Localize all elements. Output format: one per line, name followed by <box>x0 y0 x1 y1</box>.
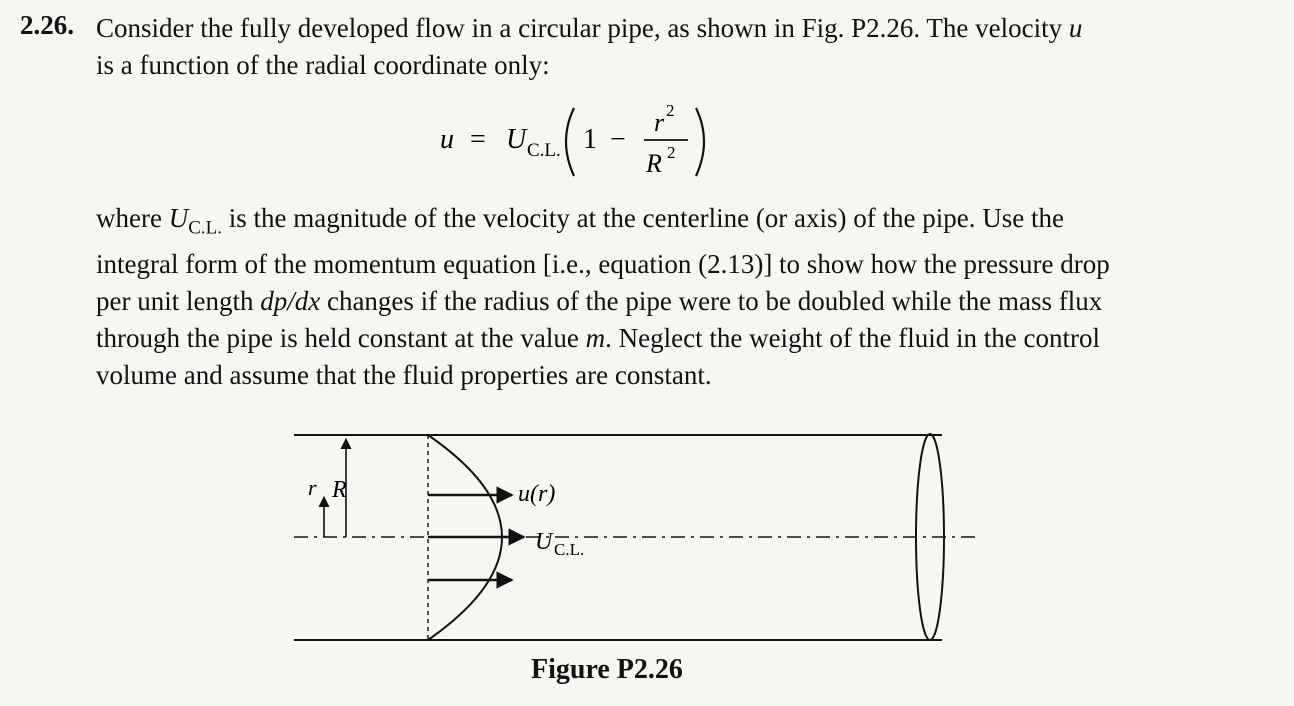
eq-coef: U <box>506 124 527 155</box>
label-r: r <box>308 475 317 500</box>
eq-coef-sub: C.L. <box>527 140 561 161</box>
where-prefix: where <box>96 203 169 233</box>
where-line1-rest: is the magnitude of the velocity at the centerline (or axis) of the pipe. Use the <box>222 203 1064 233</box>
eq-equals: = <box>470 124 486 155</box>
intro-velocity-symbol: u <box>1068 13 1083 43</box>
figure-caption: Figure P2.26 <box>531 654 683 685</box>
eq-one: 1 <box>583 124 597 155</box>
body-line4-var: m <box>585 323 606 354</box>
eq-denominator-sup: 2 <box>667 143 676 162</box>
body-line4b: . Neglect the weight of the fluid in the control <box>605 323 1100 354</box>
label-U-sub: C.L. <box>554 540 585 559</box>
where-symbol: U <box>168 203 189 233</box>
eq-numerator-sup: 2 <box>666 101 675 120</box>
problem-number: 2.26. <box>20 10 74 40</box>
problem-intro <box>96 10 1266 84</box>
problem-body <box>96 200 1266 394</box>
eq-denominator: R <box>646 149 662 178</box>
body-line3b: changes if the radius of the pipe were to be doubled while the mass flux <box>320 286 1103 317</box>
intro-text-line2: is a function of the radial coordinate only: <box>96 50 550 80</box>
figure-p2-26 <box>280 425 980 660</box>
body-line3a: per unit length <box>96 286 261 317</box>
eq-right-paren <box>696 108 704 176</box>
label-u-of-r: u(r) <box>518 481 556 507</box>
velocity-equation <box>440 96 740 186</box>
label-U: U <box>535 529 553 555</box>
body-line4a: through the pipe is held constant at the value <box>96 323 586 354</box>
eq-numerator: r <box>654 108 665 137</box>
body-line3-var: dp/dx <box>260 286 321 317</box>
eq-left-paren <box>566 108 574 176</box>
label-R: R <box>332 477 347 503</box>
eq-lhs: u <box>440 124 454 155</box>
intro-text-line1: Consider the fully developed flow in a circular pipe, as shown in Fig. P2.26. The velocity <box>96 13 1069 43</box>
body-line2: integral form of the momentum equation [i.e., equation (2.13)] to show how the pressure drop <box>96 249 1110 280</box>
eq-minus: − <box>610 124 626 155</box>
where-symbol-sub: C.L. <box>188 217 222 239</box>
body-line5: volume and assume that the fluid properties are constant. <box>96 360 712 391</box>
